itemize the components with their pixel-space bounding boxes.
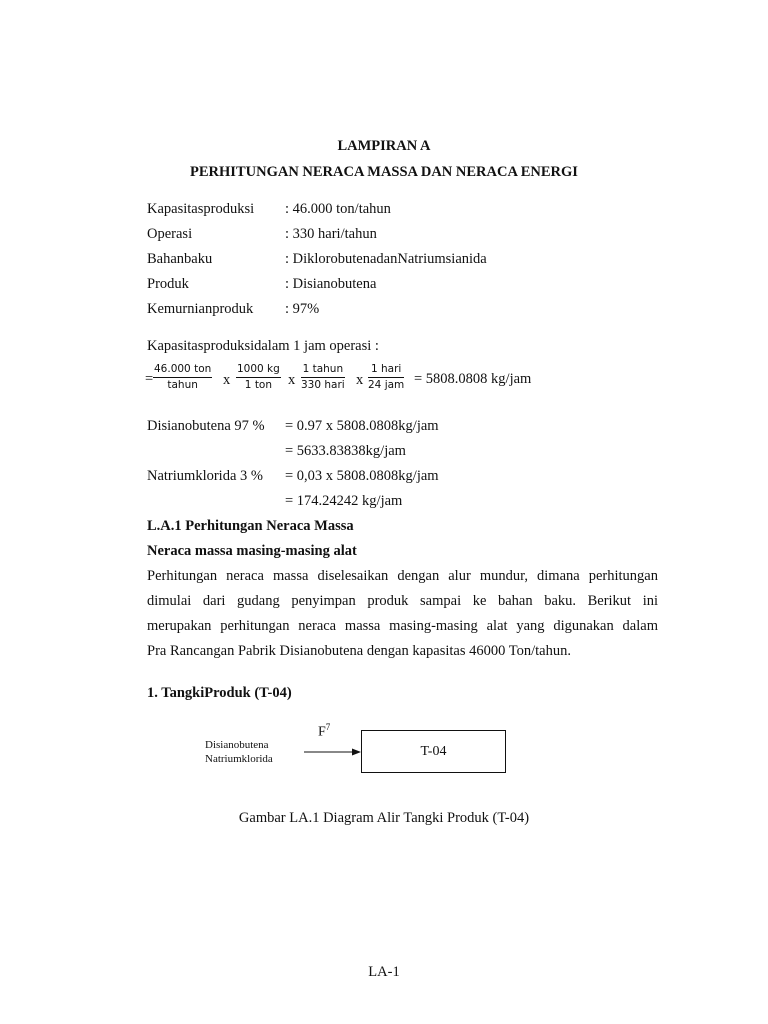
fraction-numerator: 46.000 ton [153, 363, 212, 378]
composition-calc: = 0.97 x 5808.0808kg/jam [285, 418, 439, 434]
fraction-numerator: 1 tahun [301, 363, 345, 378]
input-stream-component: Disianobutena [205, 739, 269, 751]
stream-label-sup: 7 [325, 722, 331, 732]
spec-value: : 46.000 ton/tahun [285, 201, 391, 217]
figure-caption: Gambar LA.1 Diagram Alir Tangki Produk (T-04) [238, 810, 530, 826]
composition-result: = 174.24242 kg/jam [285, 493, 403, 509]
times-sign: x [356, 372, 364, 388]
composition-result: = 5633.83838kg/jam [285, 443, 406, 459]
composition-label: Disianobutena 97 % [147, 418, 265, 434]
spec-value: : 330 hari/tahun [285, 226, 377, 242]
spec-value: : 97% [285, 301, 320, 317]
paragraph-line: merupakan perhitungan neraca massa masing-masing alat yang digunakan dalam [147, 618, 658, 634]
fraction-denominator: 330 hari [301, 379, 345, 391]
fraction-numerator: 1 hari [368, 363, 404, 378]
spec-value: : Disianobutena [285, 276, 377, 292]
fraction-denominator: 1 ton [244, 379, 273, 391]
tank-unit-box [361, 730, 506, 773]
capacity-result: = 5808.0808 kg/jam [414, 371, 532, 387]
page-title: LAMPIRAN A [337, 138, 431, 154]
tank-unit-label: T-04 [420, 743, 447, 759]
composition-label: Natriumklorida 3 % [147, 468, 263, 484]
times-sign: x [223, 372, 231, 388]
capacity-intro: Kapasitasproduksidalam 1 jam operasi : [147, 338, 379, 354]
paragraph-line: Pra Rancangan Pabrik Disianobutena dengan kapasitas 46000 Ton/tahun. [147, 643, 571, 659]
equals-sign: = [145, 371, 154, 387]
item-heading: 1. TangkiProduk (T-04) [147, 685, 292, 701]
paragraph-line: Perhitungan neraca massa diselesaikan dengan alur mundur, dimana perhitungan [147, 568, 658, 584]
input-stream-component: Natriumklorida [205, 753, 273, 765]
stream-label-text: F [318, 724, 326, 740]
spec-value: : DiklorobutenadanNatriumsianida [285, 251, 487, 267]
times-sign: x [288, 372, 296, 388]
composition-calc: = 0,03 x 5808.0808kg/jam [285, 468, 439, 484]
spec-label: Kemurnianproduk [147, 301, 254, 317]
fraction-denominator: 24 jam [368, 379, 405, 391]
spec-label: Produk [147, 276, 189, 292]
page-number: LA-1 [368, 964, 400, 980]
section-heading: L.A.1 Perhitungan Neraca Massa [147, 518, 354, 534]
page-subtitle: PERHITUNGAN NERACA MASSA DAN NERACA ENERGI [190, 164, 578, 180]
spec-label: Operasi [147, 226, 193, 242]
spec-label: Bahanbaku [147, 251, 213, 267]
section-subheading: Neraca massa masing-masing alat [147, 543, 357, 559]
fraction-numerator: 1000 kg [236, 363, 281, 378]
paragraph-line: dimulai dari gudang penyimpan produk sampai ke bahan baku. Berikut ini [147, 593, 658, 609]
fraction-denominator: tahun [167, 379, 198, 391]
spec-label: Kapasitasproduksi [147, 201, 255, 217]
